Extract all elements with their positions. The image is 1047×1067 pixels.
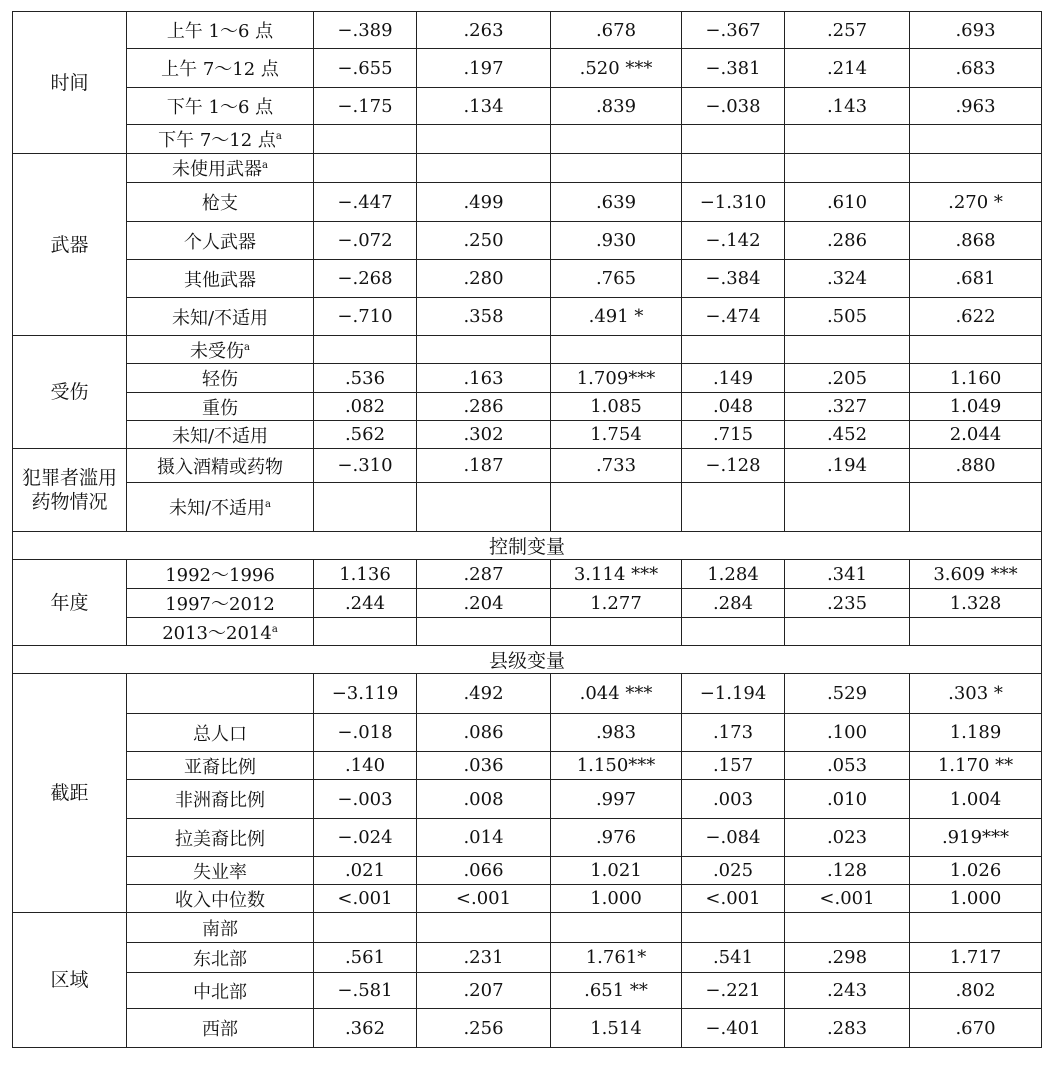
table-row: [13, 752, 1042, 780]
table-row: [13, 298, 1042, 336]
value-cell: .244: [314, 589, 417, 618]
value-cell: .693: [910, 12, 1042, 49]
value-cell: −.581: [314, 973, 417, 1009]
value-cell: .284: [682, 589, 785, 618]
value-cell: [551, 618, 682, 646]
value-cell: 1.085: [551, 393, 682, 421]
value-cell: −.128: [682, 449, 785, 483]
value-cell: 1.761*: [551, 943, 682, 973]
variable-label: 个人武器: [127, 222, 314, 260]
value-cell: .023: [785, 819, 910, 857]
table-row: [13, 618, 1042, 646]
value-cell: 1.754: [551, 421, 682, 449]
value-cell: 3.114 ***: [551, 560, 682, 589]
value-cell: −.221: [682, 973, 785, 1009]
variable-label: 中北部: [127, 973, 314, 1009]
variable-label: 亚裔比例: [127, 752, 314, 780]
value-cell: 1.170 **: [910, 752, 1042, 780]
value-cell: .362: [314, 1009, 417, 1048]
table-row: [13, 857, 1042, 885]
variable-label: 上午 1～6 点: [127, 12, 314, 49]
value-cell: .263: [417, 12, 551, 49]
value-cell: .491 *: [551, 298, 682, 336]
value-cell: .243: [785, 973, 910, 1009]
value-cell: [314, 336, 417, 364]
value-cell: [785, 913, 910, 943]
value-cell: .452: [785, 421, 910, 449]
value-cell: [417, 618, 551, 646]
value-cell: .173: [682, 714, 785, 752]
variable-label: 未使用武器$^a$: [127, 154, 314, 183]
value-cell: 1.049: [910, 393, 1042, 421]
value-cell: 1.021: [551, 857, 682, 885]
value-cell: [910, 618, 1042, 646]
table-row: [13, 913, 1042, 943]
value-cell: .008: [417, 780, 551, 819]
variable-label: 未受伤$^a$: [127, 336, 314, 364]
value-cell: 1.026: [910, 857, 1042, 885]
value-cell: .010: [785, 780, 910, 819]
value-cell: 1.189: [910, 714, 1042, 752]
value-cell: [785, 483, 910, 532]
value-cell: [417, 336, 551, 364]
value-cell: [417, 154, 551, 183]
value-cell: .492: [417, 674, 551, 714]
value-cell: [417, 913, 551, 943]
value-cell: .207: [417, 973, 551, 1009]
value-cell: .235: [785, 589, 910, 618]
table-row: [13, 885, 1042, 913]
variable-label: 摄入酒精或药物: [127, 449, 314, 483]
value-cell: −.024: [314, 819, 417, 857]
value-cell: .143: [785, 88, 910, 125]
value-cell: <.001: [314, 885, 417, 913]
value-cell: .036: [417, 752, 551, 780]
variable-label: 上午 7～12 点: [127, 49, 314, 88]
value-cell: −.003: [314, 780, 417, 819]
value-cell: .520 ***: [551, 49, 682, 88]
value-cell: [682, 125, 785, 154]
reference-marker: a: [271, 623, 278, 635]
value-cell: <.001: [682, 885, 785, 913]
value-cell: [551, 483, 682, 532]
value-cell: .044 ***: [551, 674, 682, 714]
table-row: [13, 222, 1042, 260]
value-cell: .303 *: [910, 674, 1042, 714]
value-cell: .025: [682, 857, 785, 885]
value-cell: −.310: [314, 449, 417, 483]
value-cell: [551, 154, 682, 183]
group-label: 受伤: [13, 336, 127, 449]
value-cell: .561: [314, 943, 417, 973]
variable-label: 下午 1～6 点: [127, 88, 314, 125]
value-cell: [785, 154, 910, 183]
value-cell: [417, 125, 551, 154]
value-cell: −.142: [682, 222, 785, 260]
value-cell: [682, 154, 785, 183]
value-cell: .140: [314, 752, 417, 780]
value-cell: .283: [785, 1009, 910, 1048]
regression-table: [12, 11, 1042, 1048]
value-cell: −1.310: [682, 183, 785, 222]
value-cell: .082: [314, 393, 417, 421]
table-row: [13, 421, 1042, 449]
value-cell: .231: [417, 943, 551, 973]
value-cell: .358: [417, 298, 551, 336]
value-cell: .214: [785, 49, 910, 88]
group-label: 武器: [13, 154, 127, 336]
group-label: 区域: [13, 913, 127, 1048]
value-cell: .802: [910, 973, 1042, 1009]
value-cell: .610: [785, 183, 910, 222]
value-cell: [551, 336, 682, 364]
value-cell: .529: [785, 674, 910, 714]
value-cell: [682, 483, 785, 532]
variable-label: 收入中位数: [127, 885, 314, 913]
value-cell: [314, 483, 417, 532]
table-row: [13, 12, 1042, 49]
value-cell: [910, 125, 1042, 154]
value-cell: [910, 154, 1042, 183]
value-cell: .066: [417, 857, 551, 885]
table-row: [13, 449, 1042, 483]
variable-label: 西部: [127, 1009, 314, 1048]
variable-label: [127, 674, 314, 714]
value-cell: .715: [682, 421, 785, 449]
value-cell: .250: [417, 222, 551, 260]
value-cell: [551, 125, 682, 154]
value-cell: [910, 483, 1042, 532]
value-cell: −.389: [314, 12, 417, 49]
value-cell: .053: [785, 752, 910, 780]
value-cell: −1.194: [682, 674, 785, 714]
reference-marker: a: [262, 160, 268, 171]
variable-label: 1997～2012: [127, 589, 314, 618]
value-cell: [682, 618, 785, 646]
value-cell: 1.328: [910, 589, 1042, 618]
reference-marker: a: [265, 499, 272, 510]
value-cell: −.381: [682, 49, 785, 88]
value-cell: .163: [417, 364, 551, 393]
value-cell: .286: [417, 393, 551, 421]
variable-label: 未知/不适用: [127, 421, 314, 449]
value-cell: −.401: [682, 1009, 785, 1048]
variable-label: 其他武器: [127, 260, 314, 298]
table-row: [13, 88, 1042, 125]
variable-label: 1992～1996: [127, 560, 314, 589]
value-cell: .205: [785, 364, 910, 393]
variable-label: 重伤: [127, 393, 314, 421]
value-cell: .302: [417, 421, 551, 449]
variable-label: 拉美裔比例: [127, 819, 314, 857]
value-cell: .976: [551, 819, 682, 857]
value-cell: .187: [417, 449, 551, 483]
value-cell: [551, 913, 682, 943]
value-cell: .327: [785, 393, 910, 421]
value-cell: [682, 913, 785, 943]
section-row: [13, 532, 1042, 560]
value-cell: .128: [785, 857, 910, 885]
value-cell: −.447: [314, 183, 417, 222]
table-row: [13, 336, 1042, 364]
value-cell: −.018: [314, 714, 417, 752]
value-cell: .765: [551, 260, 682, 298]
value-cell: .868: [910, 222, 1042, 260]
value-cell: .997: [551, 780, 682, 819]
value-cell: .270 *: [910, 183, 1042, 222]
group-label: 年度: [13, 560, 127, 646]
table-row: [13, 943, 1042, 973]
value-cell: [785, 125, 910, 154]
table-body: [13, 12, 1042, 1048]
value-cell: .639: [551, 183, 682, 222]
variable-label: 未知/不适用: [127, 298, 314, 336]
value-cell: .670: [910, 1009, 1042, 1048]
value-cell: .678: [551, 12, 682, 49]
value-cell: .499: [417, 183, 551, 222]
value-cell: .983: [551, 714, 682, 752]
value-cell: 1.160: [910, 364, 1042, 393]
value-cell: .048: [682, 393, 785, 421]
value-cell: 1.717: [910, 943, 1042, 973]
value-cell: .536: [314, 364, 417, 393]
value-cell: −.175: [314, 88, 417, 125]
value-cell: −.655: [314, 49, 417, 88]
value-cell: .733: [551, 449, 682, 483]
value-cell: 1.277: [551, 589, 682, 618]
group-label: 时间: [13, 12, 127, 154]
value-cell: <.001: [417, 885, 551, 913]
variable-label: 东北部: [127, 943, 314, 973]
table-row: [13, 49, 1042, 88]
value-cell: <.001: [785, 885, 910, 913]
value-cell: .930: [551, 222, 682, 260]
value-cell: .021: [314, 857, 417, 885]
value-cell: [314, 154, 417, 183]
value-cell: −.268: [314, 260, 417, 298]
variable-label: 非洲裔比例: [127, 780, 314, 819]
value-cell: 1.000: [910, 885, 1042, 913]
value-cell: 3.609 ***: [910, 560, 1042, 589]
value-cell: [314, 125, 417, 154]
value-cell: .963: [910, 88, 1042, 125]
value-cell: .014: [417, 819, 551, 857]
value-cell: .197: [417, 49, 551, 88]
section-header: 控制变量: [13, 532, 1042, 560]
value-cell: 1.150***: [551, 752, 682, 780]
table-row: [13, 714, 1042, 752]
value-cell: 1.000: [551, 885, 682, 913]
table-row: [13, 125, 1042, 154]
value-cell: .100: [785, 714, 910, 752]
group-label: 截距: [13, 674, 127, 913]
variable-label: 轻伤: [127, 364, 314, 393]
value-cell: −.384: [682, 260, 785, 298]
section-row: [13, 646, 1042, 674]
value-cell: .287: [417, 560, 551, 589]
value-cell: .298: [785, 943, 910, 973]
value-cell: .257: [785, 12, 910, 49]
table-row: [13, 973, 1042, 1009]
variable-label: 下午 7～12 点$^a$: [127, 125, 314, 154]
variable-label: 南部: [127, 913, 314, 943]
table-row: [13, 483, 1042, 532]
value-cell: .919***: [910, 819, 1042, 857]
table-row: [13, 364, 1042, 393]
value-cell: .286: [785, 222, 910, 260]
value-cell: [417, 483, 551, 532]
reference-marker: a: [244, 341, 250, 353]
table-row: [13, 154, 1042, 183]
value-cell: .324: [785, 260, 910, 298]
table-row: [13, 589, 1042, 618]
value-cell: 1.514: [551, 1009, 682, 1048]
value-cell: [314, 913, 417, 943]
value-cell: .256: [417, 1009, 551, 1048]
value-cell: .839: [551, 88, 682, 125]
value-cell: [682, 336, 785, 364]
table-row: [13, 674, 1042, 714]
value-cell: .134: [417, 88, 551, 125]
variable-label: 枪支: [127, 183, 314, 222]
value-cell: .505: [785, 298, 910, 336]
variable-label: 2013～2014$^a$: [127, 618, 314, 646]
table-row: [13, 260, 1042, 298]
table-row: [13, 1009, 1042, 1048]
value-cell: 1.004: [910, 780, 1042, 819]
table-row: [13, 393, 1042, 421]
value-cell: 2.044: [910, 421, 1042, 449]
value-cell: −.084: [682, 819, 785, 857]
value-cell: [785, 336, 910, 364]
value-cell: −.038: [682, 88, 785, 125]
section-header: 县级变量: [13, 646, 1042, 674]
value-cell: [910, 913, 1042, 943]
value-cell: .622: [910, 298, 1042, 336]
value-cell: [314, 618, 417, 646]
value-cell: .681: [910, 260, 1042, 298]
table-row: [13, 560, 1042, 589]
value-cell: −.367: [682, 12, 785, 49]
value-cell: .880: [910, 449, 1042, 483]
value-cell: .651 **: [551, 973, 682, 1009]
variable-label: 失业率: [127, 857, 314, 885]
value-cell: .157: [682, 752, 785, 780]
value-cell: −.474: [682, 298, 785, 336]
value-cell: −.072: [314, 222, 417, 260]
reference-marker: a: [275, 131, 282, 142]
value-cell: −3.119: [314, 674, 417, 714]
group-label: 犯罪者滥用药物情况: [13, 449, 127, 532]
value-cell: .341: [785, 560, 910, 589]
value-cell: .280: [417, 260, 551, 298]
variable-label: 未知/不适用$^a$: [127, 483, 314, 532]
value-cell: 1.709***: [551, 364, 682, 393]
value-cell: −.710: [314, 298, 417, 336]
table-row: [13, 819, 1042, 857]
value-cell: .562: [314, 421, 417, 449]
value-cell: [910, 336, 1042, 364]
value-cell: .194: [785, 449, 910, 483]
value-cell: [785, 618, 910, 646]
value-cell: .086: [417, 714, 551, 752]
table-row: [13, 780, 1042, 819]
variable-label: 总人口: [127, 714, 314, 752]
value-cell: .683: [910, 49, 1042, 88]
value-cell: .149: [682, 364, 785, 393]
table-row: [13, 183, 1042, 222]
value-cell: 1.136: [314, 560, 417, 589]
value-cell: .541: [682, 943, 785, 973]
value-cell: .003: [682, 780, 785, 819]
value-cell: .204: [417, 589, 551, 618]
value-cell: 1.284: [682, 560, 785, 589]
